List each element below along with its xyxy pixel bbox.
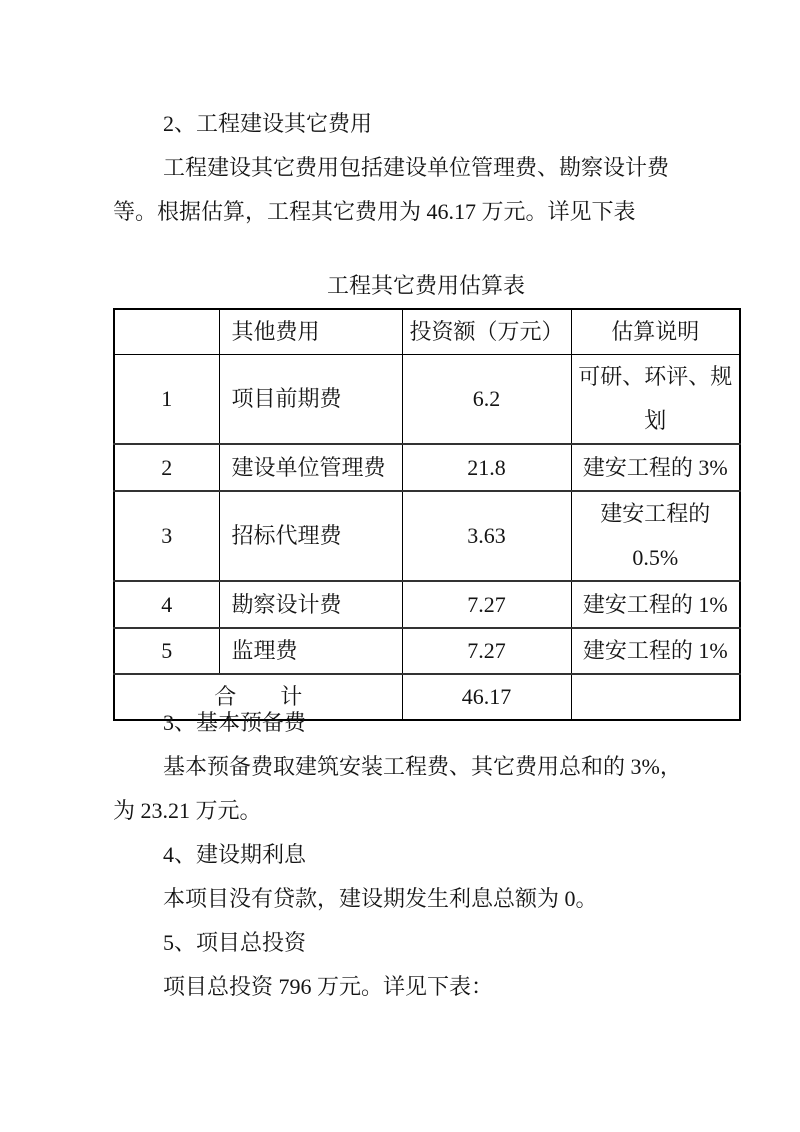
- following-sections: [113, 701, 713, 1009]
- interest-body: 本项目没有贷款，建设期发生利息总额为 0。: [163, 886, 598, 911]
- table-title: 工程其它费用估算表: [326, 273, 525, 298]
- intro-section: [113, 102, 693, 234]
- table-row: [114, 444, 740, 491]
- cell-amount: 21.8: [402, 444, 571, 491]
- cell-note: [571, 355, 740, 445]
- cell-item: 项目前期费: [219, 355, 402, 445]
- table-row: [114, 581, 740, 628]
- cell-amount: 6.2: [402, 355, 571, 445]
- cell-item: 监理费: [219, 628, 402, 674]
- note-line: 建安工程的 3%: [582, 454, 728, 480]
- note-line: 建安工程的 1%: [582, 638, 728, 663]
- note-line: 划: [644, 408, 667, 433]
- investment-body: 项目总投资 796 万元。详见下表：: [163, 974, 494, 999]
- reserve-line-2: 为 23.21 万元。: [113, 798, 262, 823]
- table-row: [114, 355, 740, 445]
- cell-note: [571, 628, 740, 674]
- header-cell-note: 估算说明: [571, 309, 740, 355]
- table-row: [114, 628, 740, 674]
- cell-no: 4: [114, 581, 219, 628]
- cell-no: 1: [114, 355, 219, 445]
- header-cell-item: 其他费用: [219, 309, 402, 355]
- total-label: 合 计: [114, 674, 402, 720]
- cell-note: [571, 444, 740, 491]
- intro-heading: 2、工程建设其它费用: [163, 111, 373, 136]
- cell-item: 勘察设计费: [219, 581, 402, 628]
- table-row: [114, 491, 740, 581]
- cell-note: [571, 581, 740, 628]
- cell-no: 5: [114, 628, 219, 674]
- investment-heading: 5、项目总投资: [163, 930, 307, 955]
- header-cell-amount: 投资额（万元）: [402, 309, 571, 355]
- note-line: 0.5%: [632, 545, 679, 570]
- intro-line-1: 工程建设其它费用包括建设单位管理费、勘察设计费: [163, 155, 670, 180]
- cell-amount: 7.27: [402, 581, 571, 628]
- cell-no: 2: [114, 444, 219, 491]
- cell-item: 招标代理费: [219, 491, 402, 581]
- cost-estimate-table: [113, 308, 741, 721]
- reserve-line-1: 基本预备费取建筑安装工程费、其它费用总和的 3%，: [163, 754, 682, 779]
- cell-note: [571, 491, 740, 581]
- cell-amount: 3.63: [402, 491, 571, 581]
- intro-line-2: 等。根据估算，工程其它费用为 46.17 万元。详见下表: [113, 199, 636, 224]
- total-amount: 46.17: [402, 674, 571, 720]
- interest-heading: 4、建设期利息: [163, 842, 307, 867]
- header-cell-no: [114, 309, 219, 355]
- table-header-row: [114, 309, 740, 355]
- note-line: 建安工程的 1%: [582, 591, 728, 617]
- cell-amount: 7.27: [402, 628, 571, 674]
- reserve-heading: 3、基本预备费: [163, 710, 307, 735]
- note-line: 可研、环评、规: [578, 364, 733, 389]
- note-line: 建安工程的: [600, 501, 711, 526]
- cell-item: 建设单位管理费: [219, 444, 402, 491]
- cell-no: 3: [114, 491, 219, 581]
